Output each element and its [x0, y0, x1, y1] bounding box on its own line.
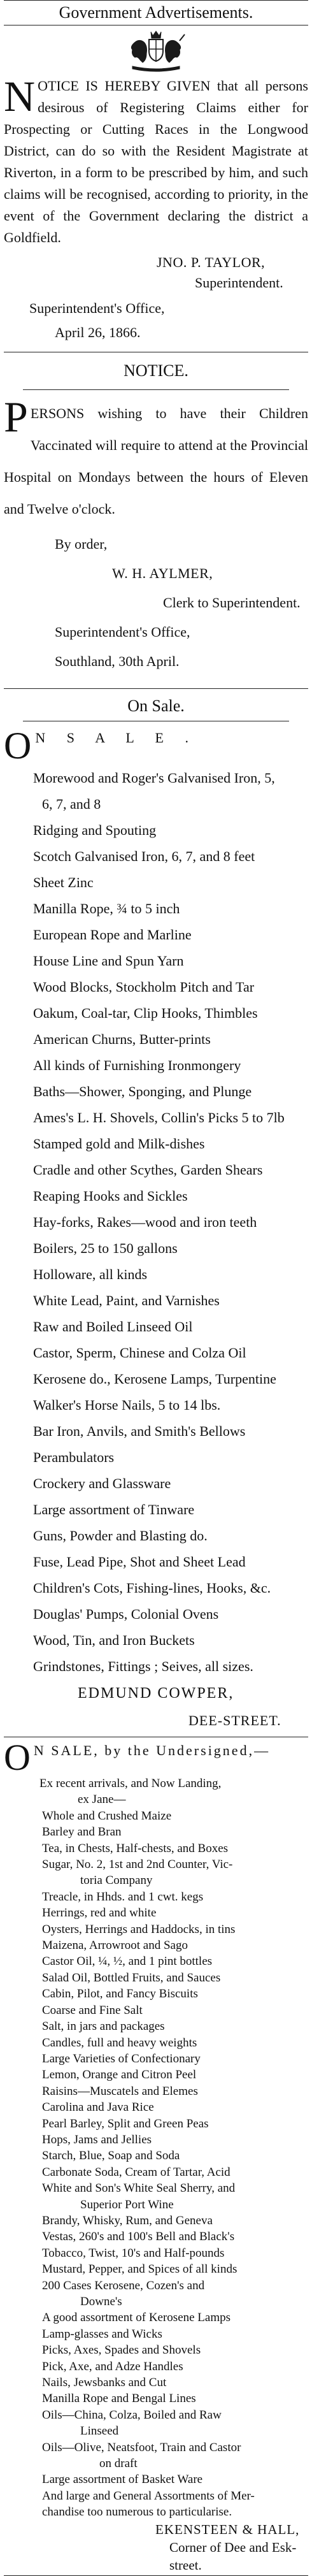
sale-item: Brandy, Whisky, Rum, and Geneva: [42, 2213, 213, 2227]
sale-item: Cabin, Pilot, and Fancy Biscuits: [42, 1987, 198, 2001]
sale-item: Sheet Zinc: [33, 874, 94, 890]
sale-item: Oakum, Coal-tar, Clip Hooks, Thimbles: [33, 1005, 258, 1021]
royal-crest: [4, 25, 308, 75]
notice-date: Southland, 30th April.: [55, 653, 180, 669]
sale-item: Salt, in jars and packages: [42, 2020, 165, 2034]
royal-crest-icon: [121, 29, 191, 74]
sale-item: And large and General Assortments of Mer-: [42, 2489, 255, 2503]
sale-item: 6, 7, and 8: [42, 796, 101, 812]
sale-item: Reaping Hooks and Sickles: [33, 1188, 188, 1204]
sale-item: Large Varieties of Confectionary: [42, 2051, 201, 2066]
sale-item: Candles, full and heavy weights: [42, 2036, 197, 2050]
gov-notice-text: NOTICE IS HEREBY GIVEN that all persons desirous of Registering Claims either for Prospecting or Cutting Races in the Longwood District, can do so with the Resident Magistrate at Riverton, in a form to be prescribed by him, and such claims will be recognised, according to priority, in the event of the Government declaring the district a Goldfield.: [4, 72, 308, 245]
onsale2-head: O N SALE, by the Undersigned,—: [4, 1737, 271, 1778]
onsale-top-rule: [4, 688, 308, 689]
sale-item: Stamped gold and Milk-dishes: [33, 1136, 205, 1152]
sale-item: Barley and Bran: [42, 1825, 122, 1839]
sale-item: Bar Iron, Anvils, and Smith's Bellows: [33, 1423, 246, 1439]
gov-notice-dropcap: N: [4, 72, 36, 120]
sale-item: Pearl Barley, Split and Green Peas: [42, 2117, 209, 2131]
sale-item: Pick, Axe, and Adze Handles: [42, 2359, 183, 2373]
sale-item: Children's Cots, Fishing-lines, Hooks, &c.: [33, 1580, 271, 1596]
notice-by-order: By order,: [55, 536, 108, 552]
gov-heading: Government Advertisements.: [59, 3, 253, 22]
sale-item: Wood, Tin, and Iron Buckets: [33, 1632, 195, 1648]
gov-signature-title: Superintendent.: [195, 275, 283, 291]
sale-item: Crockery and Glassware: [33, 1475, 171, 1491]
sale-item: Guns, Powder and Blasting do.: [33, 1528, 208, 1544]
onsale2-address: Corner of Dee and Esk-street.: [169, 2539, 297, 2573]
sale-item: Mustard, Pepper, and Spices of all kinds: [42, 2262, 238, 2276]
sale-item: Carolina and Java Rice: [42, 2101, 154, 2115]
sale-item: Raisins—Muscatels and Elemes: [42, 2084, 198, 2098]
sale-item: Oysters, Herrings and Haddocks, in tins: [42, 1922, 236, 1936]
sale-item: Carbonate Soda, Cream of Tartar, Acid: [42, 2165, 230, 2179]
sale-item: toria Company: [80, 1874, 153, 1888]
top-rule: [4, 0, 308, 1]
sale-item: Boilers, 25 to 150 gallons: [33, 1240, 178, 1256]
sale-item: Castor, Sperm, Chinese and Colza Oil: [33, 1345, 246, 1361]
sale-item: Hay-forks, Rakes—wood and iron teeth: [33, 1214, 257, 1230]
sale-item: Manilla Rope and Bengal Lines: [42, 2392, 196, 2406]
sale-item: Nails, Jewsbanks and Cut: [42, 2376, 167, 2390]
sale-item: Oils—China, Colza, Boiled and Raw: [42, 2408, 222, 2422]
sale-item: Maizena, Arrowroot and Sago: [42, 1939, 188, 1953]
onsale1-list: [4, 765, 308, 1679]
sale-item: Wood Blocks, Stockholm Pitch and Tar: [33, 979, 255, 995]
sale-item: Herrings, red and white: [42, 1906, 157, 1920]
sale-item: ex Jane—: [78, 1793, 126, 1807]
onsale1-head: O N S A L E .: [4, 725, 197, 767]
sale-item: 200 Cases Kerosene, Cozen's and: [42, 2278, 205, 2292]
sale-item: Vestas, 260's and 100's Bell and Black's: [42, 2230, 235, 2244]
sale-item: Ridging and Spouting: [33, 822, 157, 838]
notice-office: Superintendent's Office,: [55, 624, 190, 640]
sale-item: House Line and Spun Yarn: [33, 953, 184, 969]
onsale2-dropcap: O: [4, 1737, 31, 1778]
sale-item: Large assortment of Basket Ware: [42, 2473, 203, 2487]
sale-item: Baths—Shower, Sponging, and Plunge: [33, 1083, 252, 1099]
onsale1-signature: EDMUND COWPER,: [78, 1685, 234, 1702]
sale-item: Grindstones, Fittings ; Seives, all sizes.: [33, 1658, 253, 1674]
onsale2-signature: EKENSTEEN & HALL,: [155, 2521, 300, 2537]
sale-item: Raw and Boiled Linseed Oil: [33, 1319, 193, 1335]
sale-item: A good assortment of Kerosene Lamps: [42, 2311, 231, 2325]
gov-date: April 26, 1866.: [55, 324, 141, 340]
sale-item: Walker's Horse Nails, 5 to 14 lbs.: [33, 1397, 221, 1413]
sale-item: European Rope and Marline: [33, 927, 192, 943]
notice-heading-rule: [23, 389, 289, 390]
sale-item: Perambulators: [33, 1449, 115, 1465]
sale-item: Ex recent arrivals, and Now Landing,: [39, 1777, 222, 1790]
sale-item: Morewood and Roger's Galvanised Iron, 5,: [33, 770, 275, 786]
sale-item: Fuse, Lead Pipe, Shot and Sheet Lead: [33, 1554, 246, 1570]
sale-item: chandise too numerous to particularise.: [42, 2505, 232, 2519]
sale-item: Large assortment of Tinware: [33, 1501, 195, 1517]
sale-item: Coarse and Fine Salt: [42, 2003, 143, 2017]
sale-item: Kerosene do., Kerosene Lamps, Turpentine: [33, 1371, 276, 1387]
sale-item: on draft: [99, 2457, 138, 2471]
sale-item: Lemon, Orange and Citron Peel: [42, 2068, 197, 2082]
sale-item: Downe's: [80, 2295, 122, 2308]
sale-item: White and Son's White Seal Sherry, and: [42, 2182, 236, 2196]
onsale2-list: [4, 1776, 308, 2521]
sale-item: Holloware, all kinds: [33, 1266, 148, 1282]
sale-item: Tobacco, Twist, 10's and Half-pounds: [42, 2246, 225, 2260]
sale-item: Castor Oil, ¼, ½, and 1 pint bottles: [42, 1955, 213, 1969]
notice-signature-title: Clerk to Superintendent.: [163, 595, 301, 611]
sale-item: White Lead, Paint, and Varnishes: [33, 1292, 220, 1308]
sale-item: Treacle, in Hhds. and 1 cwt. kegs: [42, 1890, 204, 1904]
onsale-heading: On Sale.: [127, 697, 185, 715]
onsale1-dropcap: O: [4, 725, 32, 767]
onsale1-place: DEE-STREET.: [188, 1712, 281, 1728]
sale-item: Superior Port Wine: [80, 2197, 174, 2211]
sale-item: Picks, Axes, Spades and Shovels: [42, 2343, 201, 2357]
notice-dropcap: P: [4, 393, 28, 441]
sale-item: Hops, Jams and Jellies: [42, 2132, 152, 2146]
sale-item: Oils—Olive, Neatsfoot, Train and Castor: [42, 2440, 241, 2454]
sale-item: All kinds of Furnishing Ironmongery: [33, 1057, 241, 1073]
sale-item: Douglas' Pumps, Colonial Ovens: [33, 1606, 219, 1622]
notice-text: PERSONS wishing to have their Children Vaccinated will require to attend at the Provincial Hospital on Mondays between the hours of Eleven and Twelve o'clock.: [4, 393, 308, 517]
sale-item: American Churns, Butter-prints: [33, 1031, 211, 1047]
gov-signature: JNO. P. TAYLOR,: [157, 254, 266, 270]
gov-office: Superintendent's Office,: [29, 300, 165, 316]
sale-item: Sugar, No. 2, 1st and 2nd Counter, Vic-: [42, 1858, 233, 1872]
sale-item: Tea, in Chests, Half-chests, and Boxes: [42, 1841, 229, 1855]
sale-item: Lamp-glasses and Wicks: [42, 2327, 162, 2341]
sale-item: Scotch Galvanised Iron, 6, 7, and 8 feet: [33, 848, 255, 864]
notice-signature: W. H. AYLMER,: [112, 565, 213, 581]
sale-item: Ames's L. H. Shovels, Collin's Picks 5 to 7lb: [33, 1110, 285, 1125]
sale-item: Cradle and other Scythes, Garden Shears: [33, 1162, 263, 1178]
sale-item: Linseed: [80, 2424, 119, 2438]
notice-heading: NOTICE.: [124, 361, 188, 380]
sale-item: Salad Oil, Bottled Fruits, and Sauces: [42, 1971, 221, 1985]
sale-item: Starch, Blue, Soap and Soda: [42, 2149, 180, 2163]
sale-item: Manilla Rope, ¾ to 5 inch: [33, 901, 180, 916]
sale-item: Whole and Crushed Maize: [42, 1809, 172, 1823]
